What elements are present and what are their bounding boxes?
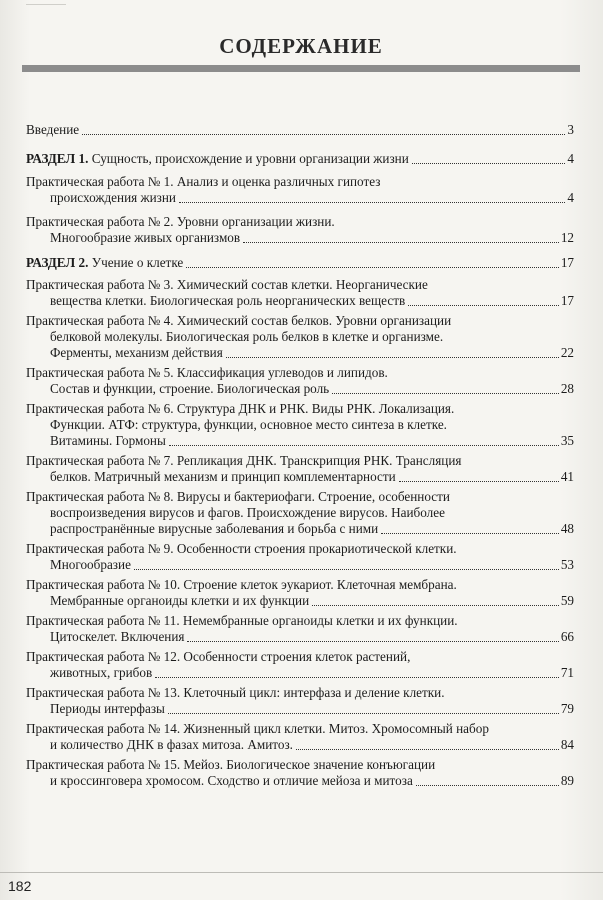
toc-entry-text bbox=[50, 505, 445, 520]
toc-entry-text bbox=[26, 613, 458, 628]
toc-entry-title: Практическая работа № 9. Особенности строения прокариотической клетки. bbox=[26, 541, 457, 556]
toc-entry bbox=[26, 613, 574, 645]
dot-leader bbox=[179, 202, 565, 203]
dot-leader bbox=[408, 305, 559, 306]
toc-entry-title: Практическая работа № 5. Классификация углеводов и липидов. bbox=[26, 365, 388, 380]
toc-entry-title: Мембранные органоиды клетки и их функции bbox=[50, 593, 310, 608]
toc-entry bbox=[26, 757, 574, 789]
dot-leader bbox=[187, 641, 558, 642]
toc-entry-last-line bbox=[26, 521, 574, 537]
toc-entry-title: и кроссинговера хромосом. Сходство и отличие мейоза и митоза bbox=[50, 773, 413, 788]
toc-entry-text bbox=[50, 230, 240, 246]
toc-entry-title: Практическая работа № 3. Химический состав клетки. Неорганические bbox=[26, 277, 428, 292]
toc-page-number: 79 bbox=[560, 701, 574, 716]
dot-leader bbox=[168, 713, 559, 714]
toc-entry bbox=[26, 174, 574, 206]
toc-entry-text bbox=[50, 557, 131, 573]
toc-page-number: 48 bbox=[560, 521, 574, 536]
toc-entry-line bbox=[26, 489, 574, 505]
toc-entry bbox=[26, 122, 574, 138]
dot-leader bbox=[416, 785, 559, 786]
toc-entry-title: и количество ДНК в фазах митоза. Амитоз. bbox=[50, 737, 293, 752]
toc-entry-title: Практическая работа № 6. Структура ДНК и РНК. Виды РНК. Локализация. bbox=[26, 401, 455, 416]
toc-entry-line bbox=[26, 453, 574, 469]
toc-entry-text bbox=[50, 345, 223, 361]
toc-entry-text bbox=[26, 365, 388, 380]
toc-entry-text bbox=[26, 685, 445, 700]
toc-entry-title: Практическая работа № 2. Уровни организации жизни. bbox=[26, 214, 335, 229]
toc-entry bbox=[26, 685, 574, 717]
toc-entry-last-line bbox=[26, 151, 574, 167]
toc-entry bbox=[26, 151, 574, 167]
toc-entry-last-line bbox=[26, 629, 574, 645]
toc-entry-title: распространённые вирусные заболевания и борьба с ними bbox=[50, 521, 379, 536]
toc-entry-text bbox=[50, 593, 309, 609]
toc-entry-title: Состав и функции, строение. Биологическая роль bbox=[50, 381, 330, 396]
toc-entry-last-line bbox=[26, 381, 574, 397]
toc-page-number: 71 bbox=[560, 665, 574, 680]
dot-leader bbox=[226, 357, 559, 358]
toc-entry-line bbox=[26, 685, 574, 701]
toc-entry-last-line bbox=[26, 230, 574, 246]
toc-entry-text bbox=[50, 665, 152, 681]
section-label: РАЗДЕЛ 2. bbox=[26, 255, 89, 270]
toc-entry-text bbox=[50, 417, 447, 432]
toc-entry-last-line bbox=[26, 469, 574, 485]
toc-entry-text bbox=[50, 773, 413, 789]
toc-entry-title: Практическая работа № 11. Немембранные органоиды клетки и их функции. bbox=[26, 613, 458, 628]
toc-header bbox=[22, 34, 580, 72]
toc-entry-title: вещества клетки. Биологическая роль неорганических веществ bbox=[50, 293, 406, 308]
section-label: РАЗДЕЛ 1. bbox=[26, 151, 89, 166]
toc-entry-last-line bbox=[26, 557, 574, 573]
toc-entry-title: животных, грибов bbox=[50, 665, 153, 680]
toc-entry-text bbox=[26, 721, 489, 736]
toc-entry-title: Цитоскелет. Включения bbox=[50, 629, 185, 644]
toc-entry-text bbox=[50, 629, 184, 645]
toc-entry-line bbox=[26, 329, 574, 345]
toc-entry-line bbox=[26, 417, 574, 433]
dot-leader bbox=[312, 605, 559, 606]
toc-entry-line bbox=[26, 214, 574, 230]
toc-page-number: 17 bbox=[560, 293, 574, 308]
toc-entry-last-line bbox=[26, 255, 574, 271]
toc-entry-title: воспроизведения вирусов и фагов. Происхождение вирусов. Наиболее bbox=[50, 505, 445, 520]
page-title: СОДЕРЖАНИЕ bbox=[219, 34, 383, 58]
toc-entry-text bbox=[50, 737, 293, 753]
toc-entry-line bbox=[26, 365, 574, 381]
toc-entry-text bbox=[50, 190, 176, 206]
toc-entry-line bbox=[26, 277, 574, 293]
toc-page-number: 35 bbox=[560, 433, 574, 448]
dot-leader bbox=[82, 134, 565, 135]
toc-entry-title: Практическая работа № 12. Особенности строения клеток растений, bbox=[26, 649, 411, 664]
toc-entry-title: Многообразие живых организмов bbox=[50, 230, 241, 245]
toc-entry-title: Практическая работа № 13. Клеточный цикл: интерфаза и деление клетки. bbox=[26, 685, 445, 700]
toc-entry-text bbox=[50, 701, 165, 717]
toc-entry-title: Сущность, происхождение и уровни организации жизни bbox=[88, 151, 409, 166]
toc-entry-last-line bbox=[26, 345, 574, 361]
toc-entry-text bbox=[26, 453, 461, 468]
toc-entry-text bbox=[26, 174, 380, 189]
toc-entry-title: Практическая работа № 14. Жизненный цикл клетки. Митоз. Хромосомный набор bbox=[26, 721, 489, 736]
toc-entry-text bbox=[26, 151, 409, 167]
toc-entry-title: Практическая работа № 10. Строение клеток эукариот. Клеточная мембрана. bbox=[26, 577, 457, 592]
toc-entry bbox=[26, 721, 574, 753]
toc-page-number: 66 bbox=[560, 629, 574, 644]
toc-entry-text bbox=[50, 381, 329, 397]
toc-entry-title: белков. Матричный механизм и принцип комплементарности bbox=[50, 469, 396, 484]
toc-entry bbox=[26, 401, 574, 449]
toc-entry-text bbox=[50, 469, 396, 485]
toc-entry-text bbox=[26, 489, 450, 504]
dot-leader bbox=[399, 481, 559, 482]
toc-entry-line bbox=[26, 721, 574, 737]
toc-page-number: 89 bbox=[560, 773, 574, 788]
toc-page-number: 41 bbox=[560, 469, 574, 484]
toc-entry-last-line bbox=[26, 433, 574, 449]
dot-leader bbox=[243, 242, 559, 243]
toc-page-number: 84 bbox=[560, 737, 574, 752]
toc-entry-title: Введение bbox=[26, 122, 80, 137]
toc-page-number: 28 bbox=[560, 381, 574, 396]
dot-leader bbox=[381, 533, 559, 534]
dot-leader bbox=[186, 267, 559, 268]
toc-entry-last-line bbox=[26, 701, 574, 717]
toc-entry-title: Периоды интерфазы bbox=[50, 701, 165, 716]
toc-entry bbox=[26, 541, 574, 573]
toc-entry-line bbox=[26, 577, 574, 593]
toc-entry-title: Многообразие bbox=[50, 557, 131, 572]
footer-divider bbox=[0, 872, 603, 873]
toc-entry-last-line bbox=[26, 190, 574, 206]
toc-entry-text bbox=[50, 293, 405, 309]
dot-leader bbox=[296, 749, 559, 750]
toc-entry bbox=[26, 649, 574, 681]
toc-entry-text bbox=[26, 277, 428, 292]
toc-entry-last-line bbox=[26, 293, 574, 309]
toc-entry-text bbox=[26, 214, 335, 229]
toc-entry-text bbox=[26, 541, 457, 556]
toc-page-number: 59 bbox=[560, 593, 574, 608]
toc-entry-title: Функции. АТФ: структура, функции, основное место синтеза в клетке. bbox=[50, 417, 447, 432]
toc-entry-line bbox=[26, 401, 574, 417]
toc-entry-title: Практическая работа № 1. Анализ и оценка различных гипотез bbox=[26, 174, 381, 189]
toc-entry bbox=[26, 489, 574, 537]
toc-page-number: 12 bbox=[560, 230, 574, 245]
title-underline bbox=[22, 65, 580, 72]
page-corner-mark bbox=[26, 4, 66, 10]
toc-entry-last-line bbox=[26, 737, 574, 753]
toc-entry-last-line bbox=[26, 773, 574, 789]
toc-entry bbox=[26, 277, 574, 309]
dot-leader bbox=[332, 393, 559, 394]
toc-page-number: 53 bbox=[560, 557, 574, 572]
toc-entry-text bbox=[50, 433, 166, 449]
toc-page-number: 3 bbox=[567, 122, 574, 137]
toc-entry-line bbox=[26, 541, 574, 557]
toc-entry-line bbox=[26, 174, 574, 190]
toc-entry-last-line bbox=[26, 665, 574, 681]
toc-entry-text bbox=[26, 577, 457, 592]
toc-entry-title: Практическая работа № 8. Вирусы и бактериофаги. Строение, особенности bbox=[26, 489, 450, 504]
toc-entry-last-line bbox=[26, 593, 574, 609]
toc-entry-line bbox=[26, 313, 574, 329]
page-number: 182 bbox=[8, 878, 32, 894]
toc-entry-line bbox=[26, 505, 574, 521]
toc-entry-line bbox=[26, 613, 574, 629]
toc-entry-text bbox=[26, 122, 79, 138]
toc-entry bbox=[26, 365, 574, 397]
toc-entry-title: Учение о клетке bbox=[88, 255, 184, 270]
toc-entry-title: Практическая работа № 4. Химический состав белков. Уровни организации bbox=[26, 313, 452, 328]
toc-entry-text bbox=[26, 313, 451, 328]
toc-page-number: 4 bbox=[567, 190, 574, 205]
toc-entry-title: Практическая работа № 7. Репликация ДНК. Транскрипция РНК. Трансляция bbox=[26, 453, 462, 468]
dot-leader bbox=[134, 569, 559, 570]
toc-entry-text bbox=[26, 757, 435, 772]
toc-entry bbox=[26, 214, 574, 246]
toc-entry bbox=[26, 453, 574, 485]
toc-entry-line bbox=[26, 649, 574, 665]
toc-entry bbox=[26, 577, 574, 609]
dot-leader bbox=[412, 163, 566, 164]
table-of-contents bbox=[26, 118, 574, 789]
toc-entry bbox=[26, 313, 574, 361]
toc-entry-text bbox=[26, 255, 183, 271]
toc-page-number: 17 bbox=[560, 255, 574, 270]
dot-leader bbox=[169, 445, 559, 446]
toc-entry bbox=[26, 255, 574, 271]
toc-entry-title: белковой молекулы. Биологическая роль белков в клетке и организме. bbox=[50, 329, 444, 344]
dot-leader bbox=[155, 677, 559, 678]
toc-entry-text bbox=[26, 401, 454, 416]
toc-entry-title: Ферменты, механизм действия bbox=[50, 345, 223, 360]
toc-page-number: 4 bbox=[567, 151, 574, 166]
toc-page-number: 22 bbox=[560, 345, 574, 360]
toc-entry-line bbox=[26, 757, 574, 773]
toc-entry-text bbox=[50, 521, 378, 537]
toc-entry-title: Практическая работа № 15. Мейоз. Биологическое значение конъюгации bbox=[26, 757, 436, 772]
toc-entry-text bbox=[50, 329, 443, 344]
toc-entry-title: происхождения жизни bbox=[50, 190, 176, 205]
toc-entry-last-line bbox=[26, 122, 574, 138]
toc-entry-title: Витамины. Гормоны bbox=[50, 433, 166, 448]
toc-entry-text bbox=[26, 649, 410, 664]
